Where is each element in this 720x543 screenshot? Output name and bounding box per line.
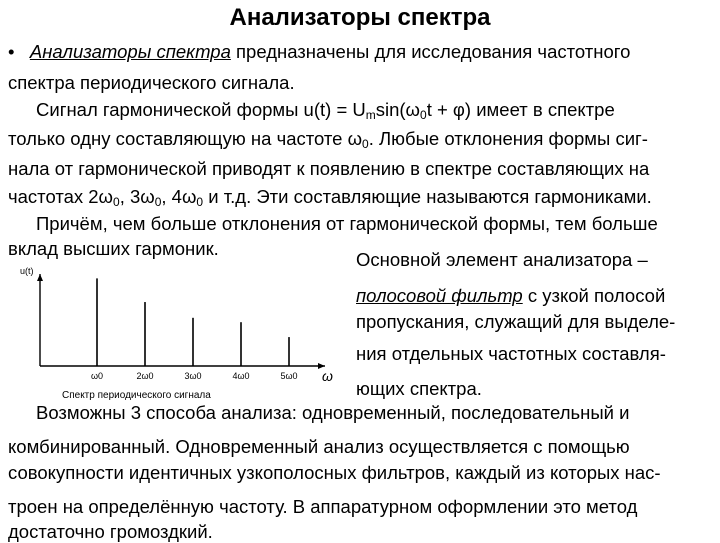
page-title: Анализаторы спектра [229, 4, 491, 31]
chart-caption: Спектр периодического сигнала [62, 390, 211, 401]
p2-l1-b: sin(ω [375, 99, 421, 120]
tick-label: 5ω0 [280, 371, 298, 381]
tick-label: ω0 [90, 371, 104, 381]
para-4-line-2: комбинированный. Одновременный анализ осуществляется с помощью [8, 436, 630, 457]
para-4-line-3: совокупности идентичных узкополосных фильтров, каждый из которых нас- [8, 462, 661, 483]
p2-l2-b: . Любые отклонения формы сиг- [368, 128, 648, 149]
term-spectrum-analyzers: Анализаторы спектра [29, 41, 231, 62]
p2-l4-a: частотах 2ω [8, 186, 114, 207]
bullet: • [8, 41, 15, 62]
tick-label: 3ω0 [184, 371, 202, 381]
para-2-line-1 [36, 99, 615, 121]
side-line-2-rest: с узкой полосой [522, 285, 666, 306]
spectrum-chart [0, 262, 345, 402]
para-3-line-2: вклад высших гармоник. [8, 238, 219, 259]
tick-label: 2ω0 [136, 371, 154, 381]
para-1-line-1-rest: предназначены для исследования частотного [230, 41, 631, 62]
tick-label: 4ω0 [232, 371, 250, 381]
p2-l4-s3: 0 [196, 195, 204, 209]
p2-l1-sub-0: 0 [420, 108, 427, 122]
para-4-line-5: достаточно громоздкий. [8, 521, 213, 542]
p2-l2-sub: 0 [362, 137, 369, 151]
side-line-1: Основной элемент анализатора – [356, 249, 648, 270]
p2-l1-a: Сигнал гармонической формы u(t) = U [36, 99, 366, 120]
p2-l1-c: t + φ) имеет в спектре [426, 99, 615, 120]
para-4-line-1: Возможны 3 способа анализа: одновременный, последовательный и [36, 402, 630, 423]
para-2-line-3: нала от гармонической приводят к появлению в спектре составляющих на [8, 158, 650, 179]
chart-ylabel: u(t) [20, 266, 34, 276]
y-axis-arrow [37, 274, 43, 281]
chart-xlabel: ω [322, 368, 333, 384]
para-1-line-2: спектра периодического сигнала. [8, 72, 295, 93]
para-2-line-4 [8, 186, 652, 208]
side-line-2 [356, 285, 665, 307]
term-bandpass-filter: полосовой фильтр [356, 285, 523, 306]
para-3-line-1: Причём, чем больше отклонения от гармонической формы, тем больше [36, 213, 658, 234]
p2-l4-d: и т.д. Эти составляющие называются гармониками. [203, 186, 652, 207]
para-2-line-2 [8, 128, 648, 150]
side-line-4: ния отдельных частотных составля- [356, 343, 666, 364]
p2-l4-s2: 0 [154, 195, 162, 209]
p2-l4-s1: 0 [113, 195, 120, 209]
p2-l1-sub-m: m [365, 108, 376, 122]
p2-l4-b: , 3ω [119, 186, 155, 207]
para-4-line-4: троен на определённую частоту. В аппаратурном оформлении это метод [8, 496, 638, 517]
p2-l2-a: только одну составляющую на частоте ω [8, 128, 363, 149]
side-line-5: ющих спектра. [356, 378, 482, 399]
p2-l4-c: , 4ω [161, 186, 197, 207]
para-1-line-1 [8, 41, 630, 63]
side-line-3: пропускания, служащий для выделе- [356, 311, 676, 332]
